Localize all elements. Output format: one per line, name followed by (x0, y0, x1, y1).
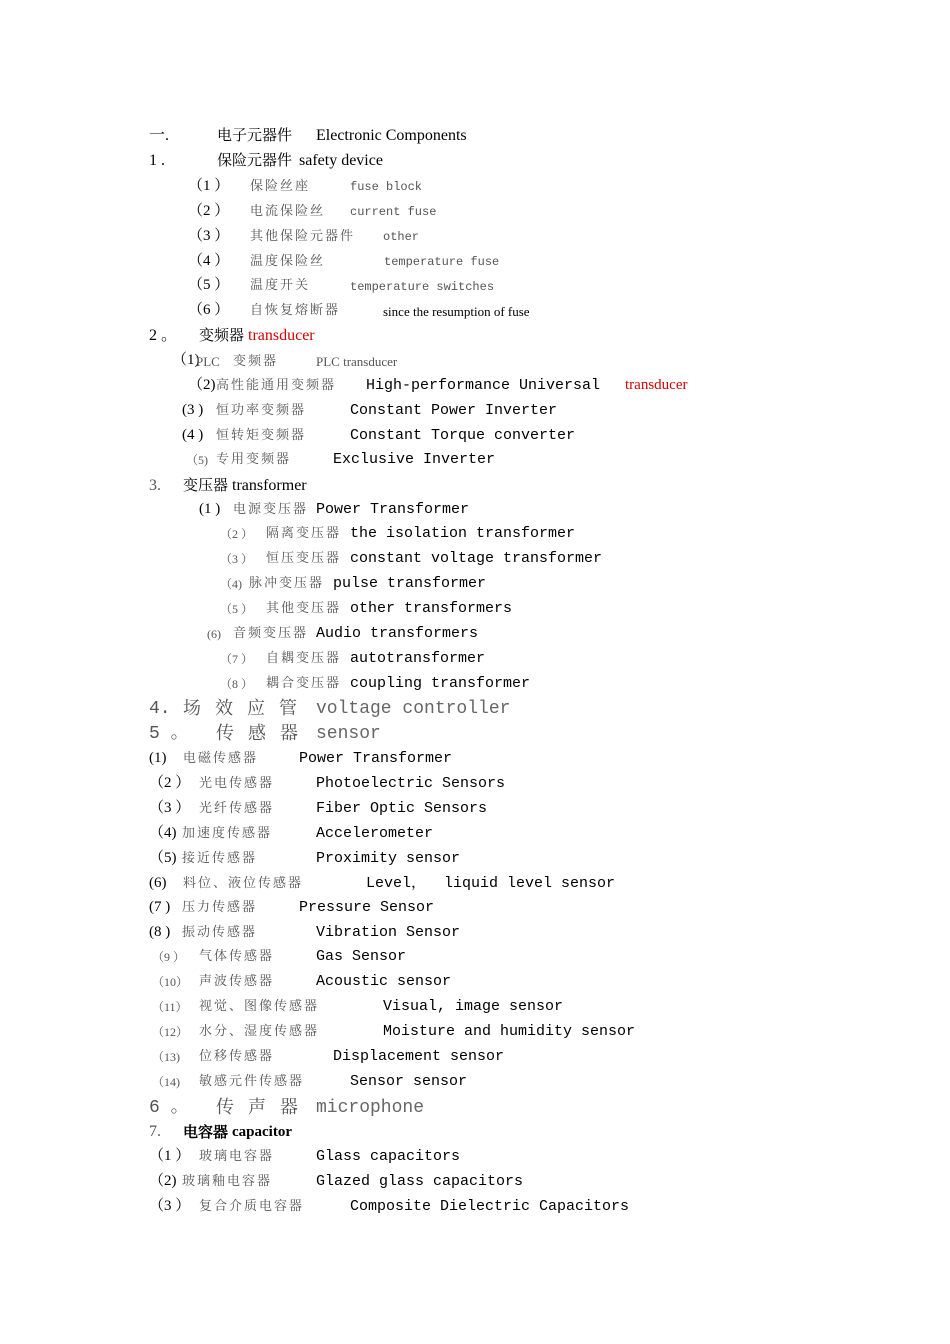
item-number: （3 ） (149, 800, 191, 816)
item-en: Moisture and humidity sensor (383, 1023, 636, 1040)
item-en: Constant Torque converter (350, 427, 576, 444)
item-cn: 自恢复熔断器 (250, 303, 341, 318)
item-cn: 保险丝座 (250, 179, 311, 194)
item-en: Composite Dielectric Capacitors (350, 1198, 630, 1215)
item-en: Power Transformer (316, 501, 470, 518)
item-number: （13) (152, 1050, 180, 1064)
item-cn: 压力传感器 (182, 900, 258, 915)
item-number: （5) (186, 453, 208, 467)
item-cn: 恒压变压器 (266, 551, 342, 566)
item-en: Accelerometer (316, 825, 434, 842)
item-en: Gas Sensor (316, 948, 407, 965)
item-prefix: PLC (196, 354, 220, 369)
item-en-highlight: transducer (625, 377, 688, 393)
item-cn: 敏感元件传感器 (199, 1074, 305, 1089)
item-cn: 其他变压器 (266, 601, 342, 616)
heading-cn: 传感器 (216, 723, 312, 744)
section-title-en: Electronic Components (316, 127, 467, 144)
heading-en: voltage controller (316, 699, 511, 719)
heading-en: safety device (299, 152, 383, 169)
item-en: fuse block (350, 180, 423, 194)
heading-number: 7. (149, 1123, 161, 1140)
heading-number: 6 。 (149, 1098, 189, 1118)
item-en: Power Transformer (299, 750, 453, 767)
item-en: the isolation transformer (350, 525, 576, 542)
item-number: （10） (152, 975, 189, 989)
item-number: （5) (149, 850, 177, 866)
item-cn: 视觉、图像传感器 (199, 999, 320, 1014)
item-number: （1 ） (149, 1148, 191, 1164)
item-number: （3 ） (188, 228, 230, 244)
item-number: (3 ) (182, 402, 204, 418)
item-number: (1 ) (199, 501, 221, 517)
item-cn: 玻璃电容器 (199, 1149, 275, 1164)
item-number: （4 ） (188, 253, 230, 269)
item-number: （7 ） (220, 652, 254, 666)
item-number: (1) (149, 750, 167, 766)
item-en: Sensor sensor (350, 1073, 468, 1090)
item-cn: 光电传感器 (199, 776, 275, 791)
heading-number: 5 。 (149, 724, 189, 744)
heading-cn: 变频器 (199, 326, 245, 344)
item-number: （9 ） (152, 950, 186, 964)
item-cn: 其他保险元器件 (250, 229, 356, 244)
item-number: （5 ） (188, 277, 230, 293)
item-en: temperature switches (350, 280, 495, 294)
item-en: Exclusive Inverter (333, 451, 496, 468)
item-en: Level， liquid level sensor (366, 875, 616, 892)
item-number: （2 ） (188, 203, 230, 219)
heading-number: 1 . (149, 152, 165, 169)
item-en: autotransformer (350, 650, 486, 667)
item-cn: 光纤传感器 (199, 801, 275, 816)
item-number: （6 ） (188, 302, 230, 318)
item-en: Pressure Sensor (299, 899, 435, 916)
item-cn: 振动传感器 (182, 925, 258, 940)
item-number: （2) (149, 1173, 177, 1189)
item-number: （8 ） (220, 677, 254, 691)
heading-cn: 电容器 (183, 1123, 229, 1141)
item-en: since the resumption of fuse (383, 304, 530, 319)
item-cn: 温度保险丝 (250, 254, 326, 269)
item-cn: 位移传感器 (199, 1049, 275, 1064)
item-cn: 复合介质电容器 (199, 1199, 305, 1214)
item-en: coupling transformer (350, 675, 531, 692)
item-cn: 水分、湿度传感器 (199, 1024, 320, 1039)
heading-number: 2 。 (149, 327, 178, 344)
heading-number: 3. (149, 477, 161, 494)
item-en: pulse transformer (333, 575, 487, 592)
item-number: (7 ) (149, 899, 171, 915)
item-en: Fiber Optic Sensors (316, 800, 488, 817)
heading-cn: 传声器 (216, 1097, 312, 1118)
item-number: （4) (149, 825, 177, 841)
heading-number: 4. (149, 699, 171, 719)
item-en: PLC transducer (316, 354, 398, 369)
item-cn: 专用变频器 (216, 452, 292, 467)
item-en: current fuse (350, 205, 437, 219)
item-en: other (383, 230, 420, 244)
item-number: （2 ） (149, 775, 191, 791)
section-title-cn: 电子元器件 (217, 126, 293, 144)
item-cn: 声波传感器 (199, 974, 275, 989)
item-number: (6) (207, 627, 221, 641)
item-en: temperature fuse (384, 255, 500, 269)
item-en: Visual, image sensor (383, 998, 564, 1015)
item-en: Glazed glass capacitors (316, 1173, 524, 1190)
item-cn: 接近传感器 (182, 851, 258, 866)
item-number: （4) (220, 577, 242, 591)
item-en: Photoelectric Sensors (316, 775, 506, 792)
item-cn: 料位、液位传感器 (183, 876, 304, 891)
item-cn: 电源变压器 (233, 502, 309, 517)
item-number: (4 ) (182, 427, 204, 443)
item-number: （5 ） (220, 602, 254, 616)
heading-en: transducer (248, 327, 315, 344)
item-en: Displacement sensor (333, 1048, 505, 1065)
heading-en: sensor (316, 724, 381, 744)
item-number: （2) (188, 377, 216, 393)
item-en: Acoustic sensor (316, 973, 452, 990)
item-cn: 电磁传感器 (183, 751, 259, 766)
item-cn: 隔离变压器 (266, 526, 342, 541)
item-cn: 音频变压器 (233, 626, 309, 641)
heading-en: capacitor (232, 1124, 292, 1140)
item-cn: 气体传感器 (199, 949, 275, 964)
item-number: （12） (152, 1025, 189, 1039)
item-cn: 恒转矩变频器 (216, 428, 307, 443)
item-cn: 恒功率变频器 (216, 403, 307, 418)
item-cn: 脉冲变压器 (249, 576, 325, 591)
heading-cn: 场效应管 (183, 698, 311, 719)
item-cn: 玻璃釉电容器 (182, 1174, 273, 1189)
item-en: Glass capacitors (316, 1148, 461, 1165)
item-number: （14) (152, 1075, 180, 1089)
item-cn: 电流保险丝 (250, 204, 326, 219)
item-en: High-performance Universal (366, 377, 601, 394)
item-number: （3 ） (149, 1198, 191, 1214)
item-en: Vibration Sensor (316, 924, 461, 941)
heading-en: microphone (316, 1098, 425, 1118)
item-en: Constant Power Inverter (350, 402, 558, 419)
item-number: (8 ) (149, 924, 171, 940)
item-number: （3 ） (220, 552, 254, 566)
item-cn: 温度开关 (250, 278, 311, 293)
item-cn: 变频器 (233, 354, 279, 369)
heading-en: transformer (232, 477, 307, 494)
item-en: Audio transformers (316, 625, 479, 642)
section-number: 一. (149, 127, 170, 144)
item-number: （2 ） (220, 527, 254, 541)
item-en: Proximity sensor (316, 850, 461, 867)
item-cn: 加速度传感器 (182, 826, 273, 841)
item-number: （1 ） (188, 178, 230, 194)
item-number: （1) (172, 352, 200, 368)
item-cn: 自耦变压器 (266, 651, 342, 666)
item-number: (6) (149, 875, 167, 891)
item-cn: 高性能通用变频器 (216, 378, 337, 393)
item-number: （11） (152, 1000, 188, 1014)
item-cn: 耦合变压器 (266, 676, 342, 691)
heading-cn: 保险元器件 (217, 151, 293, 169)
item-en: other transformers (350, 600, 513, 617)
heading-cn: 变压器 (183, 476, 229, 494)
item-en: constant voltage transformer (350, 550, 603, 567)
